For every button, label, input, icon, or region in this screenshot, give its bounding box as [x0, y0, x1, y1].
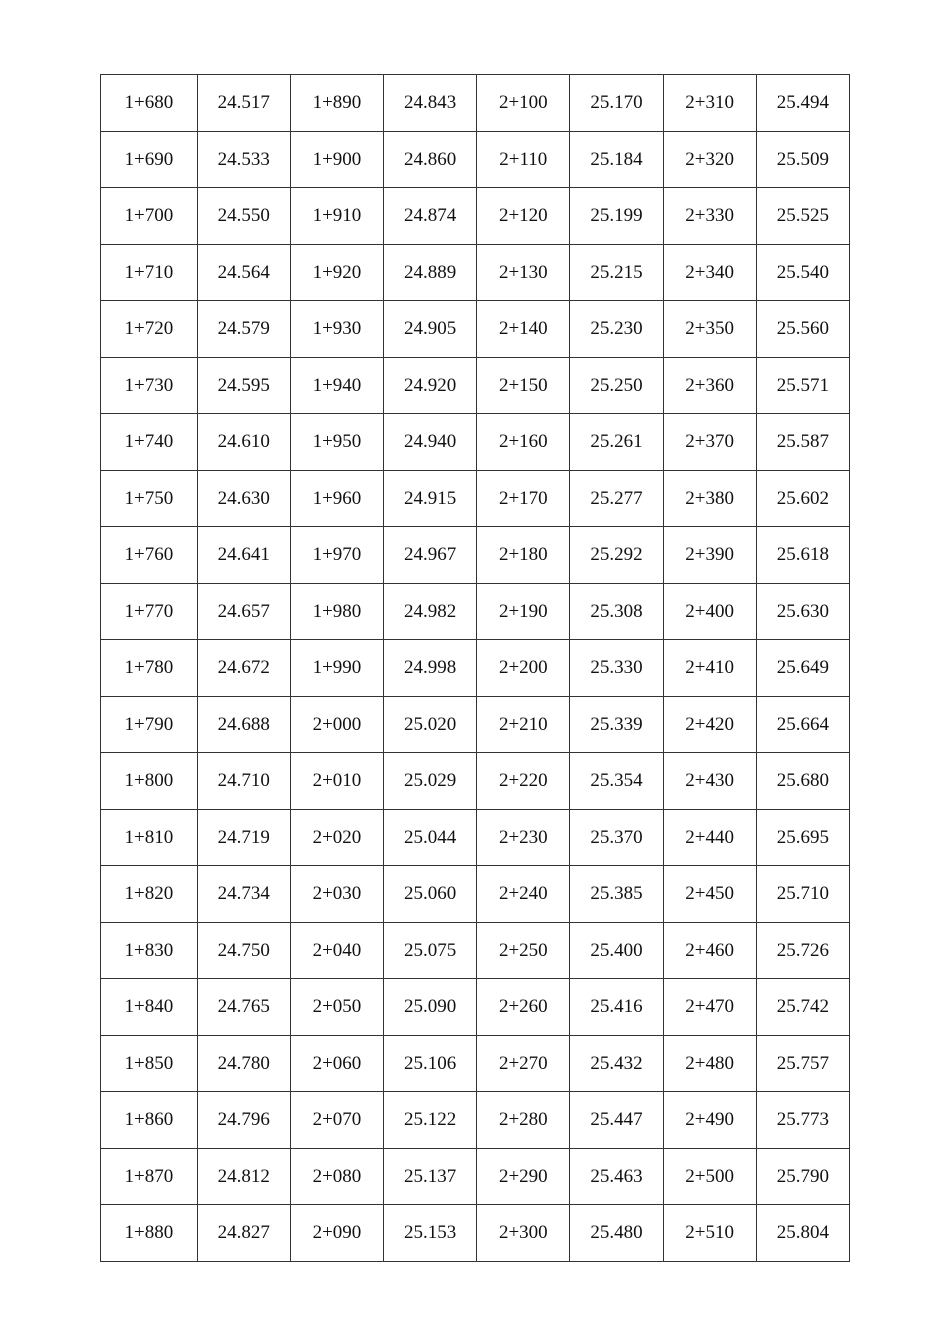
- elevation-cell: 24.550: [197, 188, 290, 245]
- station-cell: 1+810: [101, 809, 198, 866]
- elevation-cell: 25.122: [384, 1092, 477, 1149]
- elevation-cell: 25.153: [384, 1205, 477, 1262]
- table-row: [101, 75, 850, 132]
- station-cell: 1+680: [101, 75, 198, 132]
- table-row: [101, 1092, 850, 1149]
- elevation-cell: 25.385: [570, 866, 663, 923]
- table-row: [101, 979, 850, 1036]
- station-cell: 2+480: [663, 1035, 756, 1092]
- elevation-cell: 25.726: [756, 922, 849, 979]
- elevation-cell: 25.060: [384, 866, 477, 923]
- station-cell: 1+900: [290, 131, 383, 188]
- station-cell: 1+780: [101, 640, 198, 697]
- elevation-cell: 24.889: [384, 244, 477, 301]
- station-cell: 2+370: [663, 414, 756, 471]
- table-row: [101, 357, 850, 414]
- station-cell: 1+770: [101, 583, 198, 640]
- elevation-cell: 24.874: [384, 188, 477, 245]
- station-cell: 2+230: [477, 809, 570, 866]
- elevation-cell: 25.494: [756, 75, 849, 132]
- elevation-cell: 25.463: [570, 1148, 663, 1205]
- elevation-cell: 25.292: [570, 527, 663, 584]
- station-cell: 2+090: [290, 1205, 383, 1262]
- elevation-cell: 24.796: [197, 1092, 290, 1149]
- elevation-cell: 24.564: [197, 244, 290, 301]
- station-cell: 2+140: [477, 301, 570, 358]
- elevation-cell: 24.967: [384, 527, 477, 584]
- table-row: [101, 1035, 850, 1092]
- elevation-cell: 25.587: [756, 414, 849, 471]
- station-cell: 1+740: [101, 414, 198, 471]
- elevation-cell: 24.780: [197, 1035, 290, 1092]
- station-cell: 2+130: [477, 244, 570, 301]
- station-cell: 1+870: [101, 1148, 198, 1205]
- station-cell: 2+030: [290, 866, 383, 923]
- elevation-cell: 25.230: [570, 301, 663, 358]
- station-cell: 2+120: [477, 188, 570, 245]
- elevation-cell: 24.940: [384, 414, 477, 471]
- elevation-cell: 25.540: [756, 244, 849, 301]
- elevation-cell: 25.525: [756, 188, 849, 245]
- elevation-cell: 24.710: [197, 753, 290, 810]
- elevation-cell: 24.517: [197, 75, 290, 132]
- station-cell: 2+110: [477, 131, 570, 188]
- station-cell: 1+790: [101, 696, 198, 753]
- station-cell: 2+190: [477, 583, 570, 640]
- elevation-cell: 25.560: [756, 301, 849, 358]
- elevation-cell: 25.261: [570, 414, 663, 471]
- station-cell: 2+390: [663, 527, 756, 584]
- station-cell: 1+910: [290, 188, 383, 245]
- elevation-cell: 25.277: [570, 470, 663, 527]
- station-cell: 2+160: [477, 414, 570, 471]
- station-cell: 2+170: [477, 470, 570, 527]
- station-cell: 2+380: [663, 470, 756, 527]
- station-cell: 2+050: [290, 979, 383, 1036]
- elevation-cell: 24.579: [197, 301, 290, 358]
- station-cell: 2+020: [290, 809, 383, 866]
- elevation-cell: 25.354: [570, 753, 663, 810]
- table-row: [101, 470, 850, 527]
- station-cell: 2+060: [290, 1035, 383, 1092]
- elevation-cell: 24.641: [197, 527, 290, 584]
- elevation-cell: 24.827: [197, 1205, 290, 1262]
- station-cell: 1+700: [101, 188, 198, 245]
- elevation-cell: 25.184: [570, 131, 663, 188]
- station-cell: 2+200: [477, 640, 570, 697]
- table-row: [101, 527, 850, 584]
- elevation-cell: 25.695: [756, 809, 849, 866]
- station-cell: 1+820: [101, 866, 198, 923]
- station-cell: 2+260: [477, 979, 570, 1036]
- elevation-cell: 25.400: [570, 922, 663, 979]
- station-cell: 1+760: [101, 527, 198, 584]
- elevation-cell: 24.688: [197, 696, 290, 753]
- table-row: [101, 866, 850, 923]
- elevation-cell: 24.998: [384, 640, 477, 697]
- table-row: [101, 753, 850, 810]
- station-cell: 2+220: [477, 753, 570, 810]
- elevation-cell: 24.672: [197, 640, 290, 697]
- elevation-cell: 25.509: [756, 131, 849, 188]
- station-cell: 1+980: [290, 583, 383, 640]
- elevation-cell: 25.664: [756, 696, 849, 753]
- elevation-cell: 25.106: [384, 1035, 477, 1092]
- table-row: [101, 301, 850, 358]
- elevation-cell: 24.982: [384, 583, 477, 640]
- elevation-cell: 25.370: [570, 809, 663, 866]
- elevation-cell: 25.804: [756, 1205, 849, 1262]
- station-cell: 2+440: [663, 809, 756, 866]
- station-cell: 1+840: [101, 979, 198, 1036]
- station-cell: 1+960: [290, 470, 383, 527]
- station-cell: 2+270: [477, 1035, 570, 1092]
- elevation-cell: 25.029: [384, 753, 477, 810]
- station-cell: 2+500: [663, 1148, 756, 1205]
- station-cell: 2+510: [663, 1205, 756, 1262]
- elevation-cell: 25.447: [570, 1092, 663, 1149]
- table-row: [101, 414, 850, 471]
- elevation-cell: 25.757: [756, 1035, 849, 1092]
- elevation-cell: 25.075: [384, 922, 477, 979]
- station-cell: 1+730: [101, 357, 198, 414]
- station-cell: 1+710: [101, 244, 198, 301]
- elevation-cell: 25.773: [756, 1092, 849, 1149]
- elevation-cell: 24.750: [197, 922, 290, 979]
- station-cell: 1+930: [290, 301, 383, 358]
- elevation-cell: 24.657: [197, 583, 290, 640]
- station-cell: 2+290: [477, 1148, 570, 1205]
- table-row: [101, 188, 850, 245]
- elevation-cell: 25.742: [756, 979, 849, 1036]
- table-row: [101, 1205, 850, 1262]
- elevation-cell: 24.860: [384, 131, 477, 188]
- elevation-cell: 25.199: [570, 188, 663, 245]
- station-cell: 2+430: [663, 753, 756, 810]
- elevation-cell: 24.843: [384, 75, 477, 132]
- elevation-cell: 25.090: [384, 979, 477, 1036]
- elevation-cell: 25.170: [570, 75, 663, 132]
- station-cell: 1+720: [101, 301, 198, 358]
- elevation-cell: 25.710: [756, 866, 849, 923]
- station-elevation-table: [100, 74, 850, 1262]
- station-cell: 2+010: [290, 753, 383, 810]
- station-cell: 1+750: [101, 470, 198, 527]
- elevation-cell: 25.020: [384, 696, 477, 753]
- station-cell: 2+150: [477, 357, 570, 414]
- elevation-cell: 25.602: [756, 470, 849, 527]
- elevation-cell: 24.630: [197, 470, 290, 527]
- station-cell: 2+070: [290, 1092, 383, 1149]
- elevation-cell: 25.649: [756, 640, 849, 697]
- station-cell: 2+280: [477, 1092, 570, 1149]
- station-cell: 2+100: [477, 75, 570, 132]
- station-cell: 2+320: [663, 131, 756, 188]
- station-cell: 2+250: [477, 922, 570, 979]
- elevation-cell: 25.215: [570, 244, 663, 301]
- elevation-cell: 25.044: [384, 809, 477, 866]
- station-cell: 2+180: [477, 527, 570, 584]
- table-body: [101, 75, 850, 1262]
- elevation-cell: 25.250: [570, 357, 663, 414]
- station-cell: 2+490: [663, 1092, 756, 1149]
- elevation-cell: 24.719: [197, 809, 290, 866]
- station-cell: 2+400: [663, 583, 756, 640]
- station-cell: 1+850: [101, 1035, 198, 1092]
- station-cell: 2+460: [663, 922, 756, 979]
- station-cell: 1+860: [101, 1092, 198, 1149]
- station-cell: 2+330: [663, 188, 756, 245]
- elevation-cell: 25.480: [570, 1205, 663, 1262]
- table-row: [101, 922, 850, 979]
- station-cell: 2+450: [663, 866, 756, 923]
- station-cell: 1+690: [101, 131, 198, 188]
- elevation-cell: 24.734: [197, 866, 290, 923]
- elevation-cell: 25.432: [570, 1035, 663, 1092]
- elevation-cell: 25.571: [756, 357, 849, 414]
- station-cell: 1+880: [101, 1205, 198, 1262]
- elevation-cell: 25.618: [756, 527, 849, 584]
- elevation-cell: 24.595: [197, 357, 290, 414]
- elevation-cell: 25.137: [384, 1148, 477, 1205]
- station-cell: 1+990: [290, 640, 383, 697]
- elevation-cell: 25.630: [756, 583, 849, 640]
- station-cell: 2+360: [663, 357, 756, 414]
- station-cell: 1+800: [101, 753, 198, 810]
- station-cell: 2+350: [663, 301, 756, 358]
- elevation-cell: 24.905: [384, 301, 477, 358]
- station-cell: 1+830: [101, 922, 198, 979]
- elevation-cell: 24.533: [197, 131, 290, 188]
- table-row: [101, 131, 850, 188]
- elevation-cell: 24.920: [384, 357, 477, 414]
- table-row: [101, 696, 850, 753]
- station-cell: 1+970: [290, 527, 383, 584]
- elevation-cell: 25.790: [756, 1148, 849, 1205]
- elevation-cell: 25.330: [570, 640, 663, 697]
- elevation-cell: 24.610: [197, 414, 290, 471]
- elevation-cell: 25.680: [756, 753, 849, 810]
- station-cell: 2+420: [663, 696, 756, 753]
- station-cell: 2+040: [290, 922, 383, 979]
- station-cell: 1+940: [290, 357, 383, 414]
- elevation-cell: 25.416: [570, 979, 663, 1036]
- station-cell: 2+000: [290, 696, 383, 753]
- station-cell: 2+310: [663, 75, 756, 132]
- station-cell: 2+340: [663, 244, 756, 301]
- table-row: [101, 640, 850, 697]
- table-row: [101, 1148, 850, 1205]
- station-cell: 1+950: [290, 414, 383, 471]
- station-cell: 2+240: [477, 866, 570, 923]
- station-cell: 2+410: [663, 640, 756, 697]
- elevation-cell: 24.812: [197, 1148, 290, 1205]
- table-row: [101, 244, 850, 301]
- elevation-cell: 24.915: [384, 470, 477, 527]
- station-cell: 2+300: [477, 1205, 570, 1262]
- table-row: [101, 809, 850, 866]
- station-cell: 1+920: [290, 244, 383, 301]
- elevation-cell: 24.765: [197, 979, 290, 1036]
- station-cell: 1+890: [290, 75, 383, 132]
- station-cell: 2+210: [477, 696, 570, 753]
- station-cell: 2+080: [290, 1148, 383, 1205]
- elevation-cell: 25.339: [570, 696, 663, 753]
- elevation-cell: 25.308: [570, 583, 663, 640]
- table-row: [101, 583, 850, 640]
- station-cell: 2+470: [663, 979, 756, 1036]
